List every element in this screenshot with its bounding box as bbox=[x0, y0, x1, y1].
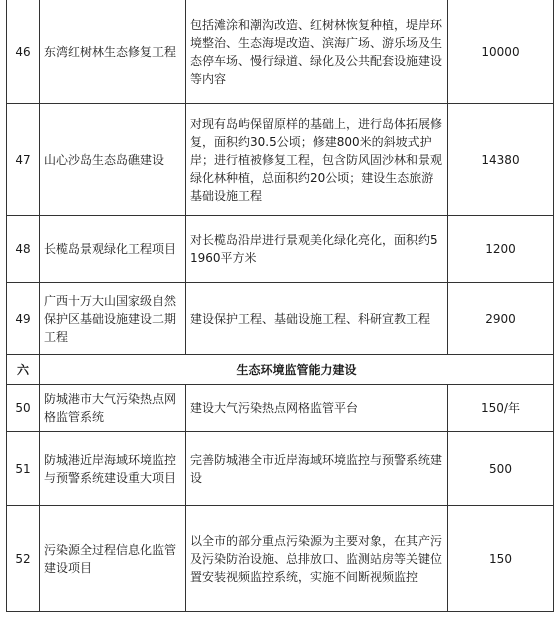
project-description: 对长榄岛沿岸进行景观美化绿化亮化，面积约51960平方米 bbox=[186, 216, 448, 283]
table-row bbox=[7, 216, 554, 283]
project-name: 山心沙岛生态岛礁建设 bbox=[40, 104, 186, 216]
project-description: 包括滩涂和潮沟改造、红树林恢复种植，堤岸环境整治、生态海堤改造、滨海广场、游乐场及生态停车场、慢行绿道、绿化及公共配套设施建设等内容 bbox=[186, 0, 448, 104]
project-table bbox=[6, 0, 554, 612]
row-number: 52 bbox=[7, 506, 40, 612]
section-title: 生态环境监管能力建设 bbox=[40, 355, 554, 385]
project-name: 污染源全过程信息化监管建设项目 bbox=[40, 506, 186, 612]
project-description: 建设保护工程、基础设施工程、科研宣教工程 bbox=[186, 283, 448, 355]
table-row bbox=[7, 385, 554, 432]
project-name: 防城港近岸海域环境监控与预警系统建设重大项目 bbox=[40, 432, 186, 506]
table-row bbox=[7, 432, 554, 506]
table-row bbox=[7, 104, 554, 216]
project-description: 建设大气污染热点网格监管平台 bbox=[186, 385, 448, 432]
section-header-row bbox=[7, 355, 554, 385]
table-row bbox=[7, 0, 554, 104]
row-number: 46 bbox=[7, 0, 40, 104]
project-name: 防城港市大气污染热点网格监管系统 bbox=[40, 385, 186, 432]
row-number: 51 bbox=[7, 432, 40, 506]
project-amount: 14380 bbox=[448, 104, 554, 216]
project-amount: 150/年 bbox=[448, 385, 554, 432]
project-amount: 2900 bbox=[448, 283, 554, 355]
table-row bbox=[7, 506, 554, 612]
row-number: 50 bbox=[7, 385, 40, 432]
project-description: 完善防城港全市近岸海域环境监控与预警系统建设 bbox=[186, 432, 448, 506]
table-row bbox=[7, 283, 554, 355]
row-number: 48 bbox=[7, 216, 40, 283]
project-amount: 1200 bbox=[448, 216, 554, 283]
project-amount: 150 bbox=[448, 506, 554, 612]
project-name: 广西十万大山国家级自然保护区基础设施建设二期工程 bbox=[40, 283, 186, 355]
section-number: 六 bbox=[7, 355, 40, 385]
project-name: 长榄岛景观绿化工程项目 bbox=[40, 216, 186, 283]
project-name: 东湾红树林生态修复工程 bbox=[40, 0, 186, 104]
project-amount: 10000 bbox=[448, 0, 554, 104]
row-number: 49 bbox=[7, 283, 40, 355]
project-description: 对现有岛屿保留原样的基础上，进行岛体拓展修复，面积约30.5公顷；修建800米的斜坡式护岸；进行植被修复工程，包含防风固沙林和景观绿化林种植，总面积约20公顷；建设生态旅游基础设施工程 bbox=[186, 104, 448, 216]
project-amount: 500 bbox=[448, 432, 554, 506]
row-number: 47 bbox=[7, 104, 40, 216]
project-description: 以全市的部分重点污染源为主要对象，在其产污及污染防治设施、总排放口、监测站房等关键位置安装视频监控系统，实施不间断视频监控 bbox=[186, 506, 448, 612]
